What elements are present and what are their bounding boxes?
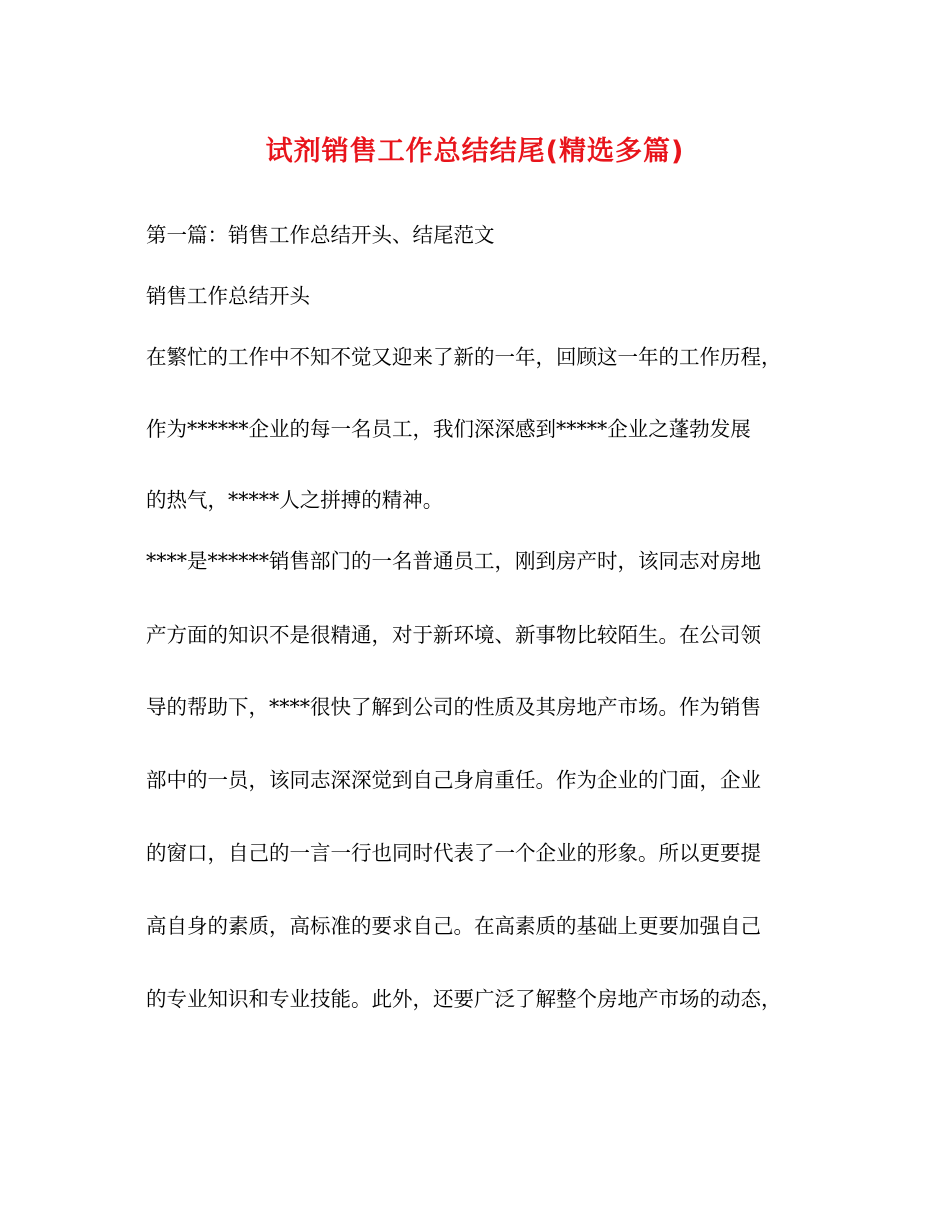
document-title: 试剂销售工作总结结尾(精选多篇) [265,136,685,167]
paragraph-line: 高自身的素质，高标准的要求自己。在高素质的基础上更要加强自己 [146,914,761,938]
section-heading: 第一篇：销售工作总结开头、结尾范文 [146,223,495,247]
subheading: 销售工作总结开头 [146,284,310,308]
paragraph-line: 的窗口，自己的一言一行也同时代表了一个企业的形象。所以更要提 [146,841,761,865]
paragraph-line: 产方面的知识不是很精通，对于新环境、新事物比较陌生。在公司领 [146,623,761,647]
paragraph-line: 的热气，*****人之拼搏的精神。 [146,488,444,512]
paragraph-line: 导的帮助下，****很快了解到公司的性质及其房地产市场。作为销售 [146,695,761,719]
paragraph-line: 的专业知识和专业技能。此外，还要广泛了解整个房地产市场的动态， [146,987,782,1011]
paragraph-line: ****是******销售部门的一名普通员工，刚到房产时，该同志对房地 [146,549,761,573]
paragraph-line: 在繁忙的工作中不知不觉又迎来了新的一年，回顾这一年的工作历程， [146,345,782,369]
paragraph-line: 作为******企业的每一名员工，我们深深感到*****企业之蓬勃发展 [146,417,751,441]
paragraph-line: 部中的一员，该同志深深觉到自己身肩重任。作为企业的门面，企业 [146,768,761,792]
